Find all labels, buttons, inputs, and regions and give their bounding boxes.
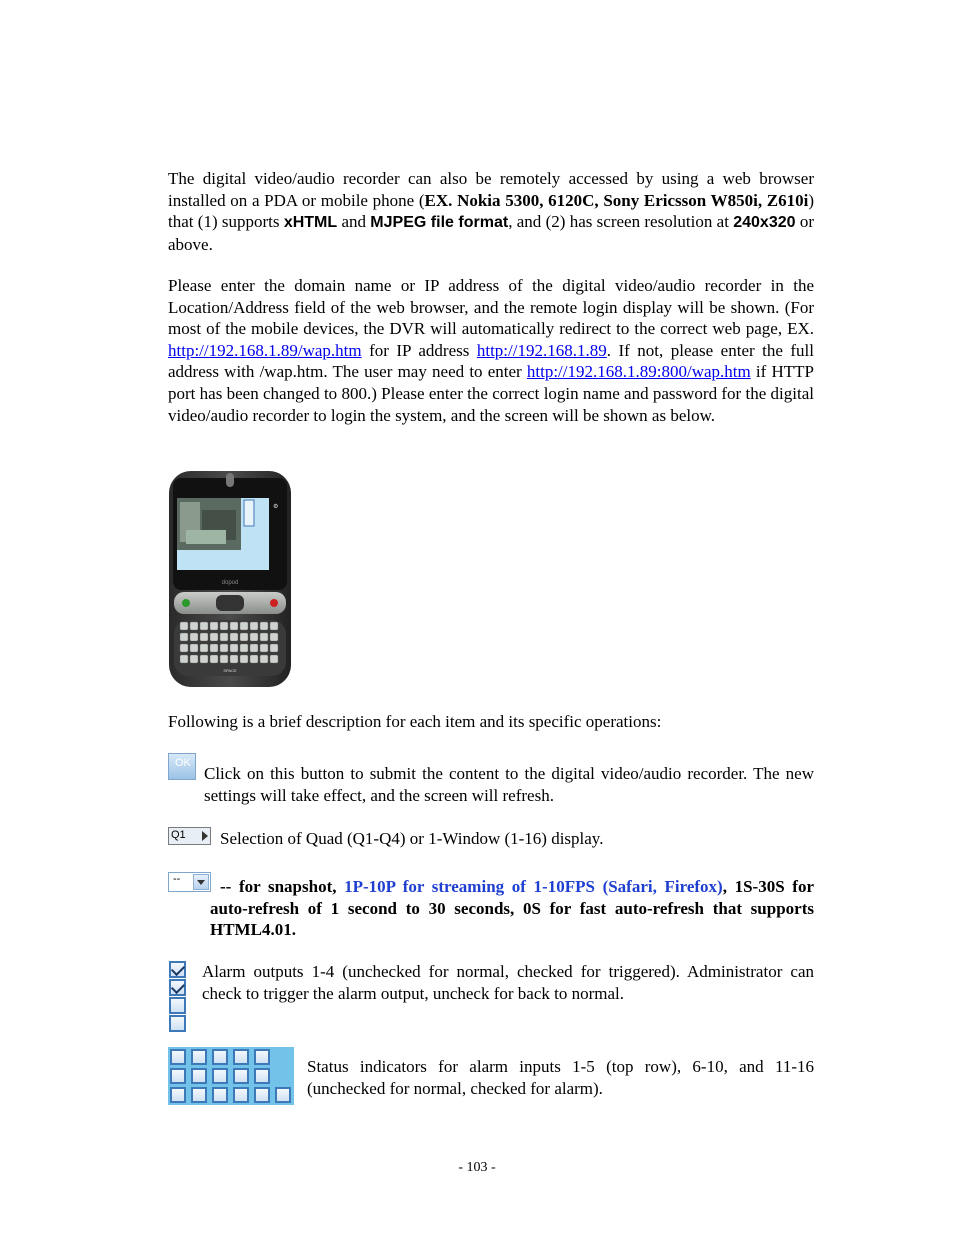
- login-paragraph: [168, 275, 814, 426]
- mjpeg-label: MJPEG file format: [370, 214, 509, 232]
- xhtml-label: xHTML: [283, 214, 338, 232]
- phone-key: [230, 622, 238, 630]
- alarm-input-indicator: [233, 1049, 249, 1065]
- alarm-input-indicator: [212, 1087, 228, 1103]
- phone-key: [200, 644, 208, 652]
- intro-text: and: [337, 212, 371, 232]
- phone-key: [250, 633, 258, 641]
- alarm-input-indicator: [275, 1087, 291, 1103]
- alarm-input-indicator: [191, 1068, 207, 1084]
- device-list: EX. Nokia 5300, 6120C, Sony Ericsson W850i, Z610i: [424, 190, 809, 210]
- stream-dropdown-icon: [168, 872, 211, 892]
- alarm-input-indicator: [212, 1049, 228, 1065]
- chevron-down-icon: [193, 874, 209, 890]
- phone-key: [220, 622, 228, 630]
- phone-key: [180, 655, 188, 663]
- phone-key: [180, 622, 188, 630]
- phone-key: [230, 655, 238, 663]
- following-text: Following is a brief description for each item and its specific operations:: [168, 712, 662, 731]
- phone-key: [210, 622, 218, 630]
- alarm-input-indicator: [170, 1049, 186, 1065]
- alarm-description: Alarm outputs 1-4 (unchecked for normal, checked for triggered). Administrator can check to trigger the alarm output, uncheck for back to normal.: [202, 962, 814, 1003]
- phone-key: [260, 655, 268, 663]
- login-text: . If not, please enter the full address with /wap.htm. The user may need to enter: [168, 340, 814, 382]
- alarm-input-indicator: [233, 1068, 249, 1084]
- phone-key: [230, 633, 238, 641]
- intro-text: or above.: [168, 212, 814, 254]
- phone-key: [260, 633, 268, 641]
- alarm-input-indicator: [170, 1068, 186, 1084]
- page-number: - 103 -: [458, 1160, 496, 1175]
- phone-key: [240, 622, 248, 630]
- alarm-input-indicator: [191, 1049, 207, 1065]
- intro-paragraph: [168, 168, 814, 255]
- phone-key: [210, 633, 218, 641]
- alarm-output-checkbox[interactable]: [169, 979, 186, 996]
- intro-text: The digital video/audio recorder can also be remotely accessed by using a web browser installed on a PDA or mobile phone (: [168, 169, 814, 210]
- phone-key: [190, 644, 198, 652]
- phone-key: [260, 622, 268, 630]
- phone-key: [250, 655, 258, 663]
- phone-key: [190, 622, 198, 630]
- ok-button-icon: [168, 753, 196, 780]
- quad-label: Q1: [171, 829, 186, 841]
- alarm-input-indicator: [191, 1087, 207, 1103]
- phone-key: [220, 633, 228, 641]
- resolution-label: 240x320: [733, 214, 796, 232]
- phone-key: [240, 633, 248, 641]
- login-text: Please enter the domain name or IP address of the digital video/audio recorder in the Location/Address field of the web browser, and the remote login display will be shown. (For most of the mobile devices, the DVR will automatically redirect to the correct web page, EX.: [168, 276, 814, 339]
- svg-text:SPACE: SPACE: [223, 668, 237, 673]
- quad-description: Selection of Quad (Q1-Q4) or 1-Window (1-16) display.: [220, 829, 604, 848]
- login-text: for IP address: [361, 340, 477, 360]
- phone-key: [190, 655, 198, 663]
- alarm-output-checkbox[interactable]: [169, 997, 186, 1014]
- phone-key: [180, 644, 188, 652]
- ok-label: OK: [175, 757, 191, 769]
- stream-description: [210, 876, 814, 941]
- stream-desc-text: -- for snapshot,: [220, 877, 345, 896]
- phone-key: [200, 655, 208, 663]
- phone-key: [240, 655, 248, 663]
- port-wap-link[interactable]: http://192.168.1.89:800/wap.htm: [526, 362, 751, 382]
- phone-key: [240, 644, 248, 652]
- phone-key: [220, 655, 228, 663]
- phone-illustration: [168, 470, 292, 688]
- arrow-right-icon: [202, 831, 208, 841]
- dropdown-value: --: [173, 873, 181, 885]
- alarm-input-indicator: [170, 1087, 186, 1103]
- alarm-input-indicator: [233, 1087, 249, 1103]
- ip-link[interactable]: http://192.168.1.89: [476, 340, 607, 360]
- quad-selector-icon: [168, 827, 211, 845]
- alarm-input-indicator: [254, 1087, 270, 1103]
- phone-key: [250, 644, 258, 652]
- alarm-input-indicator: [212, 1068, 228, 1084]
- phone-key: [200, 622, 208, 630]
- phone-key: [270, 655, 278, 663]
- ok-description: [204, 763, 814, 806]
- phone-key: [260, 644, 268, 652]
- phone-key: [180, 633, 188, 641]
- alarm-output-checkbox[interactable]: [169, 1015, 186, 1032]
- svg-text:⚙: ⚙: [273, 504, 279, 510]
- status-description: Status indicators for alarm inputs 1-5 (top row), 6-10, and 11-16 (unchecked for normal, checked for alarm).: [307, 1057, 814, 1098]
- phone-key: [210, 655, 218, 663]
- phone-key: [270, 622, 278, 630]
- wap-link[interactable]: http://192.168.1.89/wap.htm: [168, 340, 362, 360]
- phone-key: [210, 644, 218, 652]
- phone-key: [250, 622, 258, 630]
- svg-text:dopod: dopod: [221, 580, 239, 586]
- alarm-output-checkbox[interactable]: [169, 961, 186, 978]
- intro-text: ) that (1) supports: [168, 190, 814, 232]
- mobile-phone-image: [168, 470, 292, 688]
- phone-key: [230, 644, 238, 652]
- phone-key: [270, 644, 278, 652]
- phone-key: [200, 633, 208, 641]
- phone-key: [220, 644, 228, 652]
- streaming-text: 1P-10P for streaming of 1-10FPS (Safari, Firefox): [344, 877, 723, 896]
- alarm-input-indicator: [254, 1049, 270, 1065]
- stream-desc-text: , 1S-30S for auto-refresh of 1 second to 30 seconds, 0S for fast auto-refresh that supports HTML4.01.: [210, 877, 814, 940]
- ok-desc-text: Click on this button to submit the content to the digital video/audio recorder. The new settings will take effect, and the screen will refresh.: [204, 764, 814, 805]
- login-text: if HTTP port has been changed to 800.) Please enter the correct login name and password for the digital video/audio recorder to login the system, and the screen will be shown as below.: [168, 362, 814, 425]
- phone-key: [190, 633, 198, 641]
- alarm-input-status-grid: [168, 1047, 294, 1105]
- phone-key: [270, 633, 278, 641]
- intro-text: , and (2) has screen resolution at: [508, 212, 734, 232]
- alarm-input-indicator: [254, 1068, 270, 1084]
